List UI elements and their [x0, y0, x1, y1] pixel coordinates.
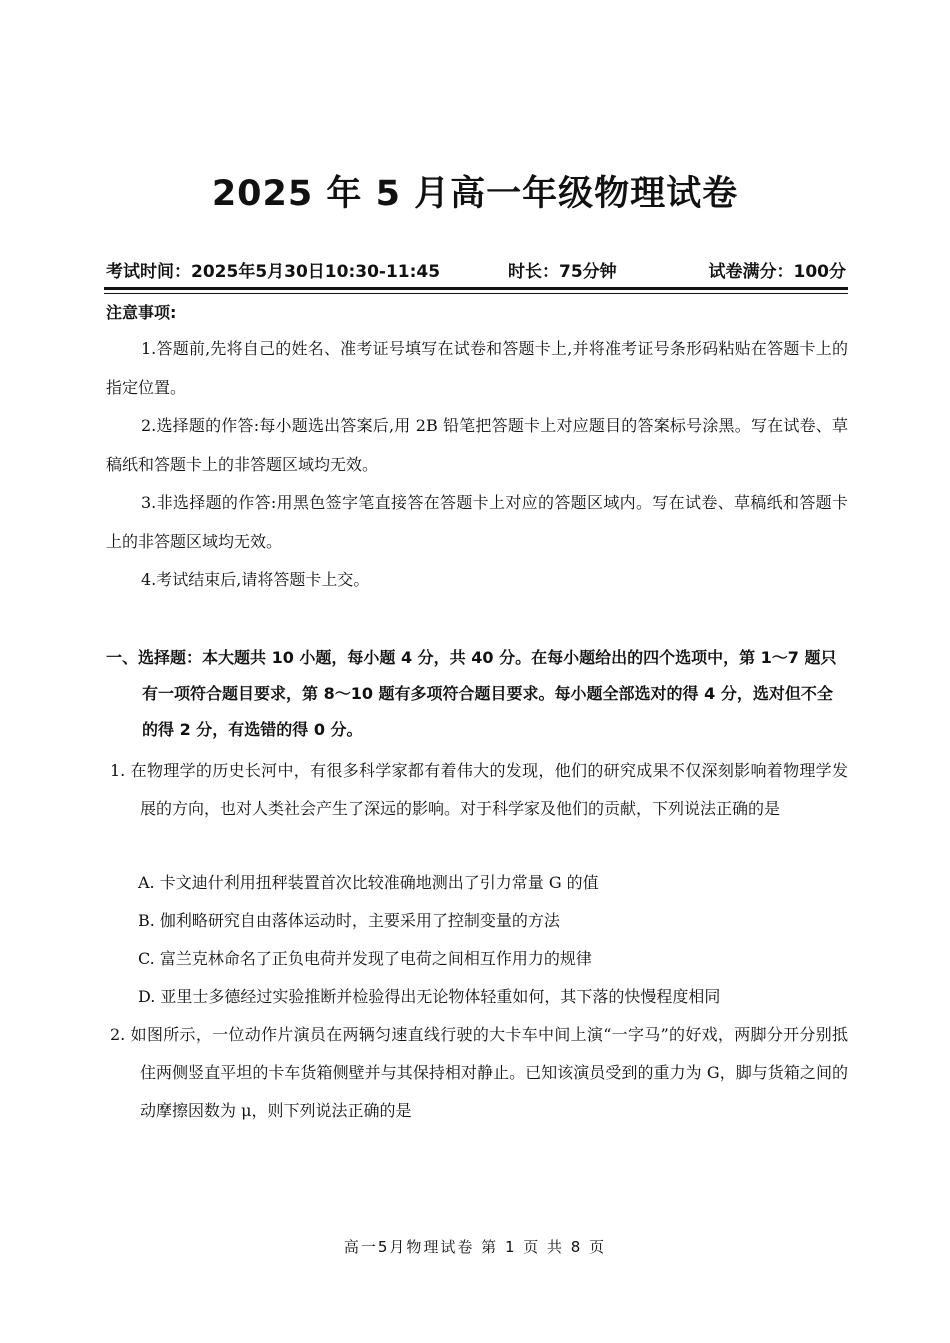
exam-info-row: [106, 257, 846, 281]
exam-duration: 时长：75分钟: [508, 262, 617, 282]
question-2: [110, 1016, 848, 1130]
header-divider-thick: [104, 287, 848, 290]
question-1: [110, 752, 848, 828]
exam-time: 考试时间：2025年5月30日10:30-11:45: [106, 262, 441, 282]
notice-item-4: 4.考试结束后,请将答题卡上交。: [141, 570, 370, 589]
question-1-option-c: C. 富兰克林命名了正负电荷并发现了电荷之间相互作用力的规律: [138, 949, 592, 968]
page-footer: 高一5月物理试卷 第 1 页 共 8 页: [343, 1238, 607, 1256]
section-one-heading: [106, 640, 848, 748]
notice-heading: 注意事项:: [106, 303, 177, 322]
section-one-instructions: 一、选择题：本大题共 10 小题，每小题 4 分，共 40 分。在每小题给出的四个选项中，第 1～7 题只有一项符合题目要求，第 8～10 题有多项符合题目要求。每小题全部选对的得 4 分，选对但不全的得 2 分，有选错的得 0 分。: [106, 648, 837, 739]
question-1-option-d: D. 亚里士多德经过实验推断并检验得出无论物体轻重如何，其下落的快慢程度相同: [138, 987, 721, 1006]
notice-item-3: 3.非选择题的作答:用黑色签字笔直接答在答题卡上对应的答题区域内。写在试卷、草稿纸和答题卡上的非答题区域均无效。: [106, 493, 848, 551]
notice-item-1: 1.答题前,先将自己的姓名、准考证号填写在试卷和答题卡上,并将准考证号条形码粘贴在答题卡上的指定位置。: [106, 339, 848, 397]
question-1-options: [138, 864, 848, 1016]
question-1-option-b: B. 伽利略研究自由落体运动时，主要采用了控制变量的方法: [138, 911, 560, 930]
question-1-stem: 1. 在物理学的历史长河中，有很多科学家都有着伟大的发现，他们的研究成果不仅深刻影响着物理学发展的方向，也对人类社会产生了深远的影响。对于科学家及他们的贡献，下列说法正确的是: [110, 761, 848, 818]
exam-title: 2025 年 5 月高一年级物理试卷: [211, 174, 739, 214]
question-1-option-a: A. 卡文迪什利用扭秤装置首次比较准确地测出了引力常量 G 的值: [138, 873, 599, 892]
exam-full-score: 试卷满分：100分: [708, 262, 846, 282]
question-2-stem: 2. 如图所示，一位动作片演员在两辆匀速直线行驶的大卡车中间上演“一字马”的好戏，两脚分开分别抵住两侧竖直平坦的卡车货箱侧壁并与其保持相对静止。已知该演员受到的重力为 G，脚与货箱之间的动摩擦因数为 μ，则下列说法正确的是: [110, 1025, 848, 1120]
header-divider-thin: [104, 293, 848, 294]
notice-item-2: 2.选择题的作答:每小题选出答案后,用 2B 铅笔把答题卡上对应题目的答案标号涂黑。写在试卷、草稿纸和答题卡上的非答题区域均无效。: [106, 416, 848, 474]
